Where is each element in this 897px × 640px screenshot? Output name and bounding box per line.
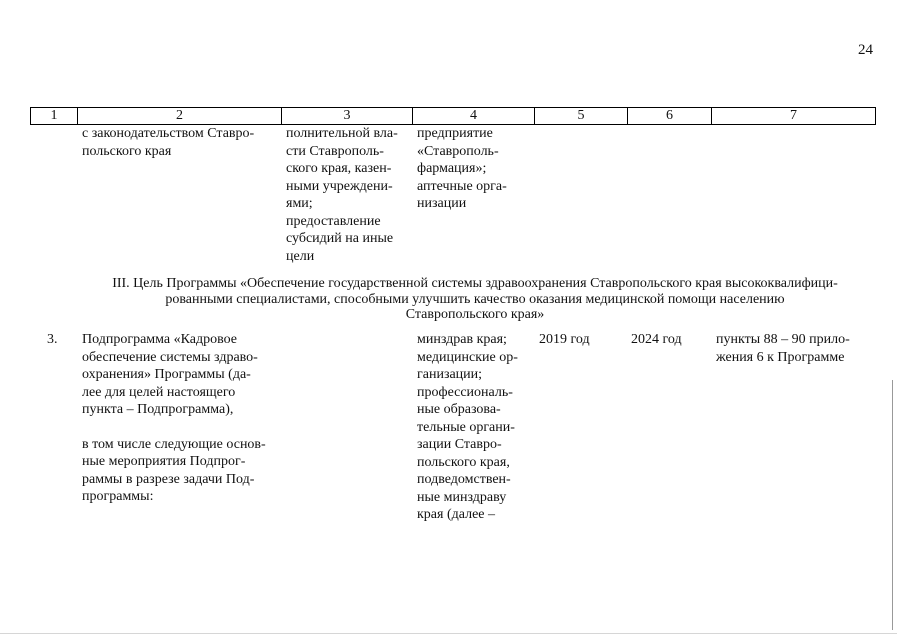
text-line: зации Ставро- [417, 437, 502, 452]
header-col-5: 5 [535, 108, 628, 125]
text-line: профессиональ- [417, 384, 513, 400]
text-line: в том числе следующие основ- [82, 436, 266, 452]
header-col-6: 6 [628, 108, 712, 125]
section-title-line: рованными специалистами, способными улучшить качество оказания медицинской помощи населению [165, 291, 785, 307]
text-line: ные минздраву [417, 489, 507, 505]
cont-col4 [417, 125, 528, 213]
text-line: ганизации; [417, 367, 483, 382]
text-line: ные образова- [417, 402, 501, 417]
row3-col6: 2024 год [631, 332, 682, 347]
text-line: предприятие [417, 126, 493, 141]
section-title [80, 276, 870, 323]
row3-col2 [82, 331, 274, 506]
text-line: края (далее – [417, 507, 495, 522]
text-line: ского края, казен- [286, 161, 392, 176]
header-col-7: 7 [712, 108, 876, 125]
text-line: программы: [82, 489, 154, 504]
header-col-3: 3 [282, 108, 413, 125]
text-line: Подпрограмма «Кадровое [82, 332, 238, 347]
text-line: полнительной вла- [286, 126, 398, 141]
row3-number: 3. [47, 332, 58, 347]
text-line: раммы в разрезе задачи Под- [82, 471, 255, 487]
text-line: обеспечение системы здраво- [82, 349, 258, 365]
text-line: пункты 88 – 90 прило- [716, 332, 850, 347]
text-line: медицинские ор- [417, 349, 518, 365]
row3-col5: 2019 год [539, 332, 590, 347]
text-line: субсидий на иные [286, 231, 394, 246]
text-line: жения 6 к Программе [716, 349, 845, 365]
text-line: ные мероприятия Подпрог- [82, 454, 246, 469]
text-line: ями; [286, 196, 313, 211]
text-line: польского края [82, 143, 172, 159]
scan-edge-line [892, 380, 893, 630]
text-line: польского края, [417, 454, 510, 470]
text-line: подведомствен- [417, 472, 511, 487]
text-line: минздрав края; [417, 332, 507, 347]
row3-col7 [716, 331, 868, 366]
text-line: аптечные орга- [417, 178, 507, 194]
text-line: тельные органи- [417, 419, 515, 435]
table-header-row [30, 107, 876, 125]
text-line: сти Ставрополь- [286, 143, 384, 159]
text-line: фармация»; [417, 161, 487, 176]
scan-edge-line [0, 633, 897, 634]
header-col-2: 2 [78, 108, 282, 125]
row3-col4 [417, 331, 528, 524]
text-line: предоставление [286, 213, 381, 229]
header-col-4: 4 [413, 108, 535, 125]
section-title-line: Ставропольского края» [405, 307, 545, 322]
text-line: «Ставрополь- [417, 143, 499, 159]
text-line: ными учреждени- [286, 178, 393, 194]
text-line: с законодательством Ставро- [82, 126, 255, 141]
text-line: цели [286, 248, 315, 264]
cont-col3 [286, 125, 406, 265]
header-col-1: 1 [31, 108, 78, 125]
text-line: лее для целей настоящего [82, 384, 236, 400]
text-line: пункта – Подпрограмма), [82, 402, 234, 417]
text-line: охранения» Программы (да- [82, 367, 251, 382]
page-number: 24 [858, 42, 873, 58]
text-line: низации [417, 196, 467, 211]
cont-col2 [82, 125, 277, 160]
section-title-line: III. Цель Программы «Обеспечение государственной системы здравоохранения Ставропольского края высококвалифици- [112, 276, 838, 291]
